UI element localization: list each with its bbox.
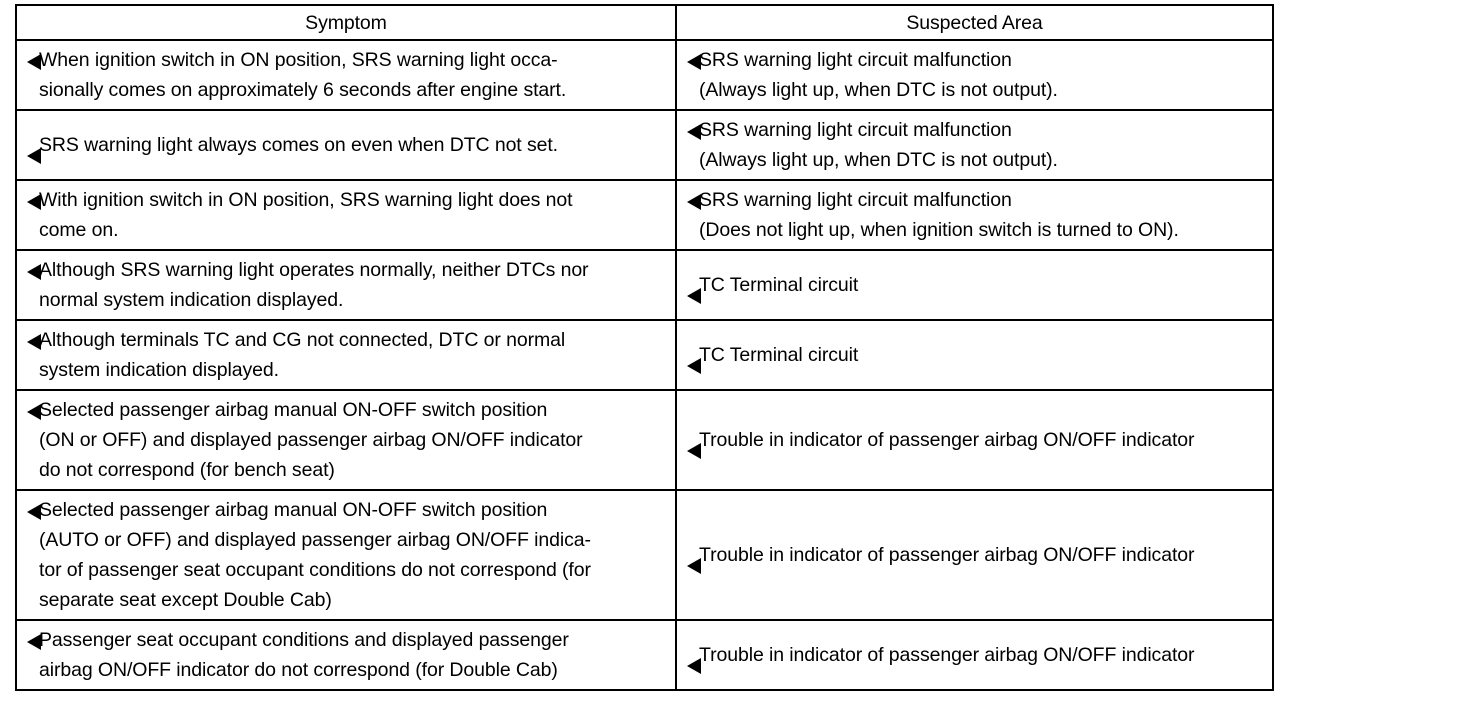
symptom-cell (16, 390, 676, 490)
bullet-arrow-icon (687, 443, 701, 459)
bullet-arrow-icon (27, 334, 41, 350)
bullet-arrow-icon (27, 634, 41, 650)
trouble-symptom-table (15, 4, 1274, 691)
suspected-area-cell (676, 180, 1273, 250)
symptom-text: Selected passenger airbag manual ON-OFF switch position (ON or OFF) and displayed passenger airbag ON/OFF indicator do not correspond (for bench seat) (39, 399, 583, 481)
suspected-area-text: Trouble in indicator of passenger airbag ON/OFF indicator (699, 644, 1195, 666)
symptom-text: Although terminals TC and CG not connected, DTC or normal system indication displayed. (39, 329, 566, 381)
suspected-area-cell (676, 620, 1273, 690)
bullet-arrow-icon (27, 54, 41, 70)
suspected-area-cell (676, 110, 1273, 180)
bullet-arrow-icon (27, 504, 41, 520)
table-row (16, 490, 1273, 620)
symptom-cell (16, 40, 676, 110)
suspected-area-cell (676, 320, 1273, 390)
header-symptom: Symptom (16, 5, 676, 40)
suspected-area-text: SRS warning light circuit malfunction (Does not light up, when ignition switch is turned to ON). (699, 189, 1179, 241)
bullet-arrow-icon (687, 558, 701, 574)
bullet-arrow-icon (687, 358, 701, 374)
suspected-area-text: TC Terminal circuit (699, 344, 859, 366)
table-row (16, 390, 1273, 490)
bullet-arrow-icon (27, 148, 41, 164)
bullet-arrow-icon (27, 194, 41, 210)
symptom-cell (16, 490, 676, 620)
bullet-arrow-icon (687, 54, 701, 70)
symptom-cell (16, 180, 676, 250)
bullet-arrow-icon (27, 404, 41, 420)
symptom-text: Although SRS warning light operates normally, neither DTCs nor normal system indication displayed. (39, 259, 589, 311)
bullet-arrow-icon (687, 194, 701, 210)
symptom-cell (16, 620, 676, 690)
table-row (16, 40, 1273, 110)
symptom-cell (16, 250, 676, 320)
table-row (16, 180, 1273, 250)
suspected-area-text: SRS warning light circuit malfunction (Always light up, when DTC is not output). (699, 49, 1058, 101)
symptom-text: SRS warning light always comes on even when DTC not set. (39, 134, 558, 156)
symptom-text: When ignition switch in ON position, SRS warning light occa- sionally comes on approximately 6 seconds after engine start. (39, 49, 567, 101)
symptom-cell (16, 110, 676, 180)
symptom-text: With ignition switch in ON position, SRS warning light does not come on. (39, 189, 573, 241)
bullet-arrow-icon (687, 288, 701, 304)
symptom-text: Selected passenger airbag manual ON-OFF switch position (AUTO or OFF) and displayed passenger airbag ON/OFF indica- tor of passenger seat occupant conditions do not correspond (for separate seat except Double Cab) (39, 499, 591, 611)
symptom-cell (16, 320, 676, 390)
suspected-area-text: TC Terminal circuit (699, 274, 859, 296)
table-row (16, 620, 1273, 690)
suspected-area-cell (676, 250, 1273, 320)
table-row (16, 320, 1273, 390)
table-header-row (16, 5, 1273, 40)
table-row (16, 250, 1273, 320)
suspected-area-cell (676, 40, 1273, 110)
table-row (16, 110, 1273, 180)
suspected-area-cell (676, 490, 1273, 620)
bullet-arrow-icon (27, 264, 41, 280)
bullet-arrow-icon (687, 124, 701, 140)
symptom-text: Passenger seat occupant conditions and displayed passenger airbag ON/OFF indicator do not correspond (for Double Cab) (39, 629, 569, 681)
suspected-area-text: Trouble in indicator of passenger airbag ON/OFF indicator (699, 544, 1195, 566)
bullet-arrow-icon (687, 658, 701, 674)
suspected-area-text: Trouble in indicator of passenger airbag ON/OFF indicator (699, 429, 1195, 451)
suspected-area-text: SRS warning light circuit malfunction (Always light up, when DTC is not output). (699, 119, 1058, 171)
header-suspected-area: Suspected Area (676, 5, 1273, 40)
suspected-area-cell (676, 390, 1273, 490)
